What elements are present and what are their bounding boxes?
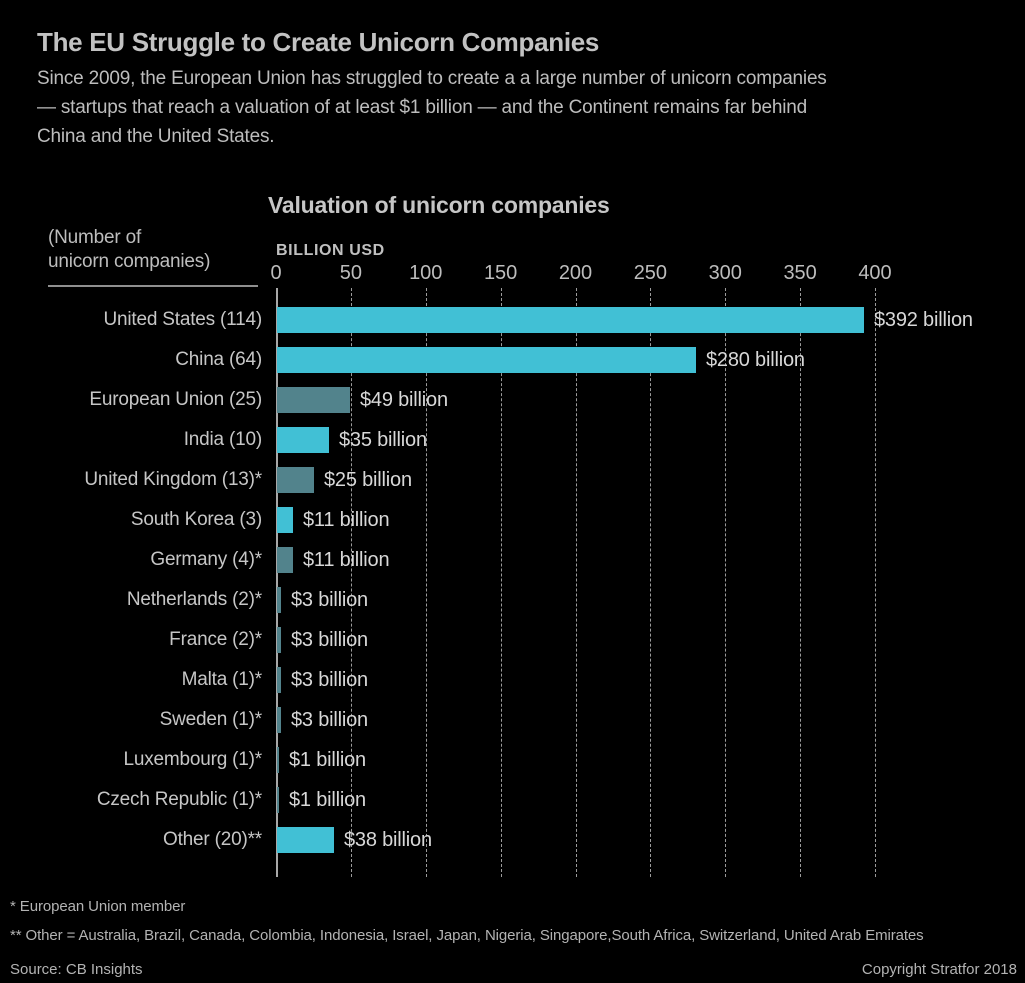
bar-label: Netherlands (2)* — [126, 589, 262, 610]
bar-value-label: $3 billion — [291, 669, 368, 691]
bar-value-label: $1 billion — [289, 749, 366, 771]
bar-value-label: $35 billion — [339, 429, 427, 451]
bar-value-label: $49 billion — [360, 389, 448, 411]
page-subtitle — [37, 64, 827, 151]
bar — [277, 507, 293, 533]
bar-label: China (64) — [175, 349, 262, 370]
bar — [277, 347, 696, 373]
bar — [277, 707, 281, 733]
bar — [277, 787, 279, 813]
bar-value-label: $280 billion — [706, 349, 805, 371]
left-axis-header-line: (Number of — [48, 227, 142, 248]
bar-value-label: $25 billion — [324, 469, 412, 491]
bar — [277, 387, 350, 413]
bar-value-label: $3 billion — [291, 629, 368, 651]
x-axis-tick-label: 400 — [858, 262, 892, 284]
bar — [277, 827, 334, 853]
page-title: The EU Struggle to Create Unicorn Companies — [37, 27, 600, 57]
bar-value-label: $392 billion — [874, 309, 973, 331]
bar-label: Luxembourg (1)* — [123, 749, 262, 770]
bar — [277, 587, 281, 613]
bar-label: United States (114) — [103, 309, 262, 330]
bar — [277, 307, 864, 333]
bar-label: India (10) — [183, 429, 262, 450]
bar-label: Other (20)** — [163, 829, 262, 850]
subtitle-line: — startups that reach a valuation of at least $1 billion — and the Continent remains far behind — [37, 97, 807, 118]
x-axis-tick-label: 300 — [708, 262, 742, 284]
x-axis-tick-label: 50 — [339, 262, 362, 284]
bar-value-label: $11 billion — [303, 549, 390, 571]
footnote-other-countries: ** Other = Australia, Brazil, Canada, Colombia, Indonesia, Israel, Japan, Nigeria, Singapore,South Africa, Switzerland, United Arab Emirates — [10, 927, 924, 944]
x-axis-tick-label: 0 — [270, 262, 282, 284]
bar-value-label: $3 billion — [291, 709, 368, 731]
bar-value-label: $1 billion — [289, 789, 366, 811]
x-axis-tick-label: 250 — [633, 262, 668, 284]
chart-title: Valuation of unicorn companies — [268, 192, 610, 218]
subtitle-line: Since 2009, the European Union has struggled to create a a large number of unicorn companies — [37, 68, 827, 89]
bar-label: Germany (4)* — [150, 549, 262, 570]
bar-value-label: $11 billion — [303, 509, 390, 531]
subtitle-line: China and the United States. — [37, 126, 275, 147]
bar-value-label: $3 billion — [291, 589, 368, 611]
bar-value-label: $38 billion — [344, 829, 432, 851]
x-axis-title: BILLION USD — [276, 242, 385, 259]
bar-label: Czech Republic (1)* — [96, 789, 262, 810]
footnote-eu-member: * European Union member — [10, 898, 186, 915]
x-axis-tick-label: 100 — [409, 262, 443, 284]
grid-line — [576, 288, 577, 877]
bar — [277, 427, 329, 453]
bar — [277, 747, 279, 773]
source-credit: Source: CB Insights — [10, 961, 143, 978]
left-axis-header-line: unicorn companies) — [48, 251, 211, 272]
bar — [277, 667, 281, 693]
grid-line — [501, 288, 502, 877]
bar — [277, 467, 314, 493]
grid-line — [426, 288, 427, 877]
left-axis-header — [48, 226, 258, 287]
bar — [277, 547, 293, 573]
grid-line — [875, 288, 876, 877]
x-axis-tick-label: 150 — [483, 262, 518, 284]
grid-line — [800, 288, 801, 877]
x-axis-tick-label: 200 — [558, 262, 593, 284]
bar — [277, 627, 281, 653]
bar-label: Sweden (1)* — [159, 709, 262, 730]
grid-line — [725, 288, 726, 877]
bar-label: France (2)* — [169, 629, 262, 650]
x-axis-tick-label: 350 — [783, 262, 817, 284]
bar-label: Malta (1)* — [181, 669, 262, 690]
copyright-notice: Copyright Stratfor 2018 — [861, 961, 1017, 978]
bar-label: United Kingdom (13)* — [84, 469, 262, 490]
bar-label: European Union (25) — [89, 389, 262, 410]
grid-line — [650, 288, 651, 877]
bar-label: South Korea (3) — [130, 509, 262, 530]
